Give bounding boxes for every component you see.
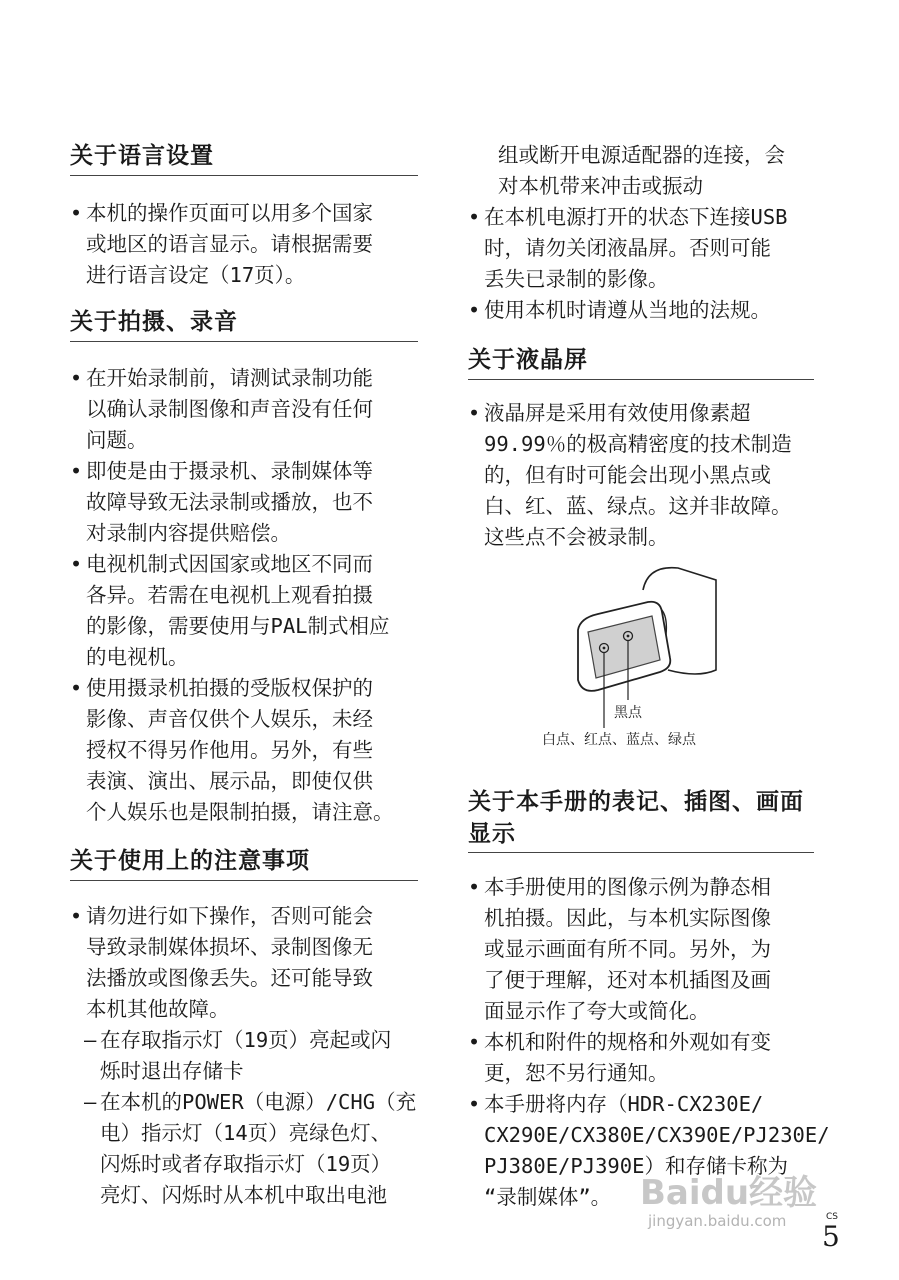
section-body-language: [70, 198, 418, 291]
bullet-item: • 即使是由于摄录机、录制媒体等 故障导致无法录制或播放，也不 对录制内容提供赔偿。: [70, 456, 418, 549]
bullet-item: • 使用本机时请遵从当地的法规。: [468, 295, 814, 326]
sub-item: – 在存取指示灯（19页）亮起或闪 烁时退出存储卡: [70, 1025, 418, 1087]
section-body-precautions-continued: [468, 140, 814, 326]
bullet-item: • 本手册使用的图像示例为静态相 机拍摄。因此，与本机实际图像 或显示画面有所不同。另外，为 了便于理解，还对本机插图及画 面显示作了夸大或简化。: [468, 872, 814, 1027]
watermark-url: jingyan.baidu.com: [648, 1212, 787, 1230]
bullet-item: • 电视机制式因国家或地区不同而 各异。若需在电视机上观看拍摄 的影像，需要使用与PAL制式相应 的电视机。: [70, 549, 418, 673]
language-code: CS: [826, 1212, 838, 1222]
watermark-logo: Baidu经验: [640, 1173, 818, 1213]
bullet-item: • 本机的操作页面可以用多个国家 或地区的语言显示。请根据需要 进行语言设定（17页）。: [70, 198, 418, 291]
section-heading-manual-notation: 关于本手册的表记、插图、画面显示: [468, 786, 814, 853]
section-body-manual-notation: [468, 872, 830, 1213]
section-heading-recording: 关于拍摄、录音: [70, 306, 418, 342]
bullet-item: • 请勿进行如下操作，否则可能会 导致录制媒体损坏、录制图像无 法播放或图像丢失。还可能导致 本机其他故障。: [70, 901, 418, 1025]
lcd-illustration: [542, 560, 748, 760]
sub-item: – 在本机的POWER（电源）/CHG（充 电）指示灯（14页）亮绿色灯、 闪烁时或者存取指示灯（19页） 亮灯、闪烁时从本机中取出电池: [70, 1087, 418, 1211]
bullet-item: • 本机和附件的规格和外观如有变 更，恕不另行通知。: [468, 1027, 814, 1089]
sub-item-continued: 组或断开电源适配器的连接，会 对本机带来冲击或振动: [498, 143, 785, 198]
black-dot-label: 黑点: [614, 705, 642, 721]
section-body-recording: [70, 363, 418, 828]
bullet-item: • 液晶屏是采用有效使用像素超 99.99％的极高精密度的技术制造 的，但有时可能会出现小黑点或 白、红、蓝、绿点。这并非故障。 这些点不会被录制。: [468, 398, 814, 553]
bullet-item: • 本手册将内存（HDR-CX230E/ CX290E/CX380E/CX390E/PJ230E/ PJ380E/PJ390E）和存储卡称为 “录制媒体”。: [468, 1089, 814, 1213]
page-number: 5: [822, 1220, 840, 1253]
bullet-item: • 在开始录制前，请测试录制功能 以确认录制图像和声音没有任何 问题。: [70, 363, 418, 456]
section-body-lcd: [468, 398, 814, 553]
colored-dot-label: 白点、红点、蓝点、绿点: [542, 732, 696, 748]
section-heading-language: 关于语言设置: [70, 140, 418, 176]
section-body-precautions: [70, 901, 418, 1211]
bullet-item: • 使用摄录机拍摄的受版权保护的 影像、声音仅供个人娱乐，未经 授权不得另作他用。另外，有些 表演、演出、展示品，即使仅供 个人娱乐也是限制拍摄，请注意。: [70, 673, 418, 828]
section-heading-precautions: 关于使用上的注意事项: [70, 845, 418, 881]
bullet-item: • 在本机电源打开的状态下连接USB 时，请勿关闭液晶屏。否则可能 丢失已录制的影像。: [468, 202, 814, 295]
section-heading-lcd: 关于液晶屏: [468, 344, 814, 380]
